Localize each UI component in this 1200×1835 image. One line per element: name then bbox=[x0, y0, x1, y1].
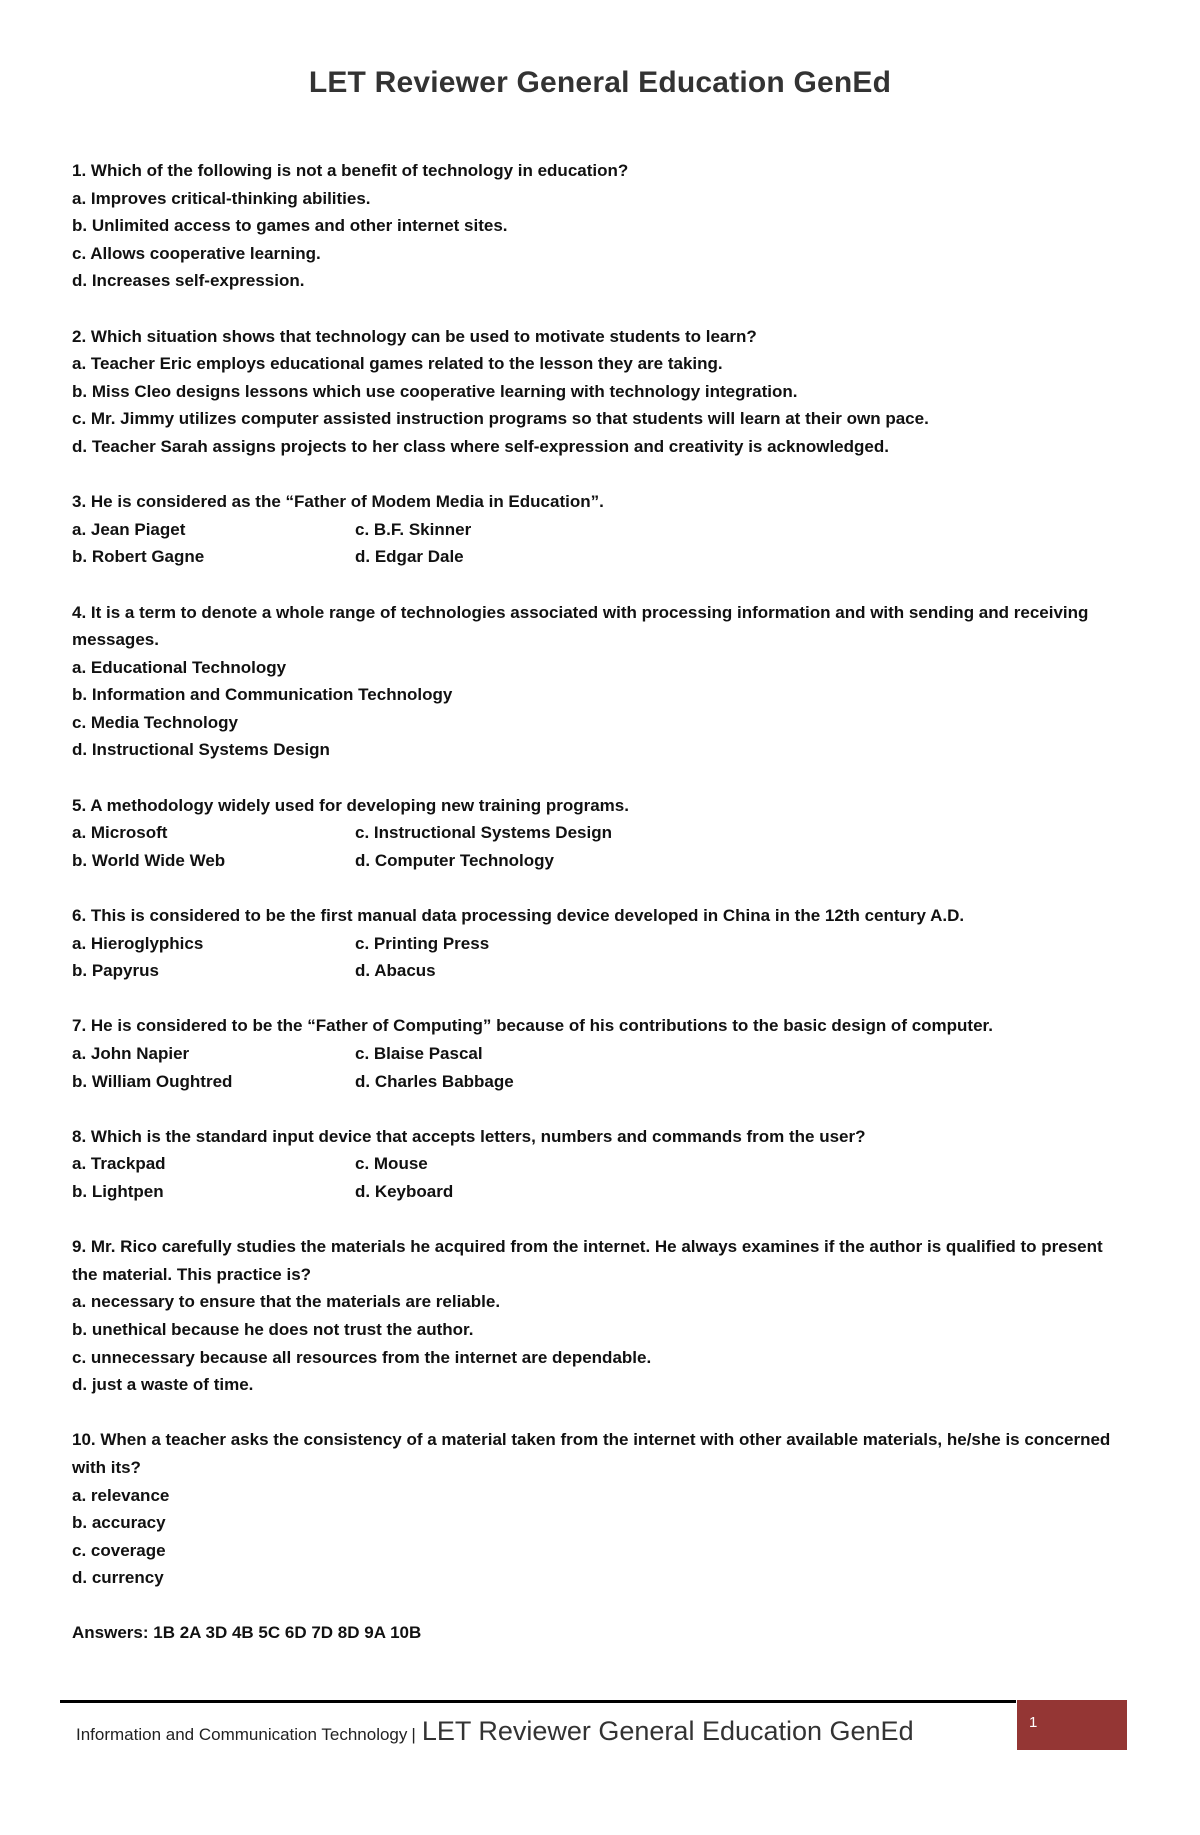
question-text: 1. Which of the following is not a benefit of technology in education? bbox=[72, 161, 629, 180]
answer-key: Answers: 1B 2A 3D 4B 5C 6D 7D 8D 9A 10B bbox=[72, 1623, 422, 1643]
option-c: c. Instructional Systems Design bbox=[355, 823, 612, 843]
option-d: d. Abacus bbox=[355, 961, 436, 981]
question-5 bbox=[72, 792, 1132, 875]
option-row bbox=[72, 819, 1132, 847]
option-d: d. Instructional Systems Design bbox=[72, 740, 330, 760]
option-b: b. Papyrus bbox=[72, 961, 159, 981]
question-6 bbox=[72, 902, 1132, 985]
question-text: 5. A methodology widely used for developing new training programs. bbox=[72, 795, 629, 815]
option-row bbox=[72, 516, 1132, 544]
question-7 bbox=[72, 1012, 1132, 1095]
option-c: c. Allows cooperative learning. bbox=[72, 243, 321, 263]
page-title: LET Reviewer General Education GenEd bbox=[308, 66, 892, 99]
option-d: d. Computer Technology bbox=[355, 850, 554, 870]
option-row bbox=[72, 1068, 1132, 1096]
question-10 bbox=[72, 1426, 1132, 1592]
option-a: a. necessary to ensure that the materials are reliable. bbox=[72, 1292, 501, 1312]
option-b: b. Robert Gagne bbox=[72, 547, 205, 567]
footer-section-name: Information and Communication Technology bbox=[76, 1725, 408, 1744]
option-b: b. Unlimited access to games and other internet sites. bbox=[72, 216, 508, 236]
option-b: b. Information and Communication Technology bbox=[72, 685, 453, 705]
option-c: c. Blaise Pascal bbox=[355, 1044, 483, 1063]
question-text: 3. He is considered as the “Father of Modem Media in Education”. bbox=[72, 492, 604, 512]
question-text: 4. It is a term to denote a whole range of technologies associated with processing information and with sending and receiving messages. bbox=[72, 602, 1089, 650]
option-d: d. Teacher Sarah assigns projects to her class where self-expression and creativity is acknowledged. bbox=[72, 436, 889, 456]
question-9 bbox=[72, 1233, 1132, 1399]
option-d: d. Charles Babbage bbox=[355, 1071, 514, 1091]
option-c: c. Media Technology bbox=[72, 712, 238, 732]
option-c: c. B.F. Skinner bbox=[355, 519, 472, 539]
option-row bbox=[72, 957, 1132, 985]
question-text: 7. He is considered to be the “Father of Computing” because of his contributions to the basic design of computer. bbox=[72, 1016, 993, 1036]
option-a: a. Improves critical-thinking abilities. bbox=[72, 188, 371, 208]
option-c: c. Mr. Jimmy utilizes computer assisted instruction programs so that students will learn at their own pace. bbox=[72, 409, 929, 429]
option-row bbox=[72, 543, 1132, 571]
option-c: c. unnecessary because all resources from the internet are dependable. bbox=[72, 1347, 652, 1367]
question-text: 10. When a teacher asks the consistency of a material taken from the internet with other available materials, he/she is concerned with its? bbox=[72, 1430, 1111, 1477]
footer-rule bbox=[60, 1700, 1016, 1703]
option-row bbox=[72, 847, 1132, 875]
option-d: d. just a waste of time. bbox=[72, 1375, 254, 1395]
question-4 bbox=[72, 599, 1132, 765]
option-c: c. Printing Press bbox=[355, 933, 490, 953]
option-b: b. accuracy bbox=[72, 1513, 166, 1533]
option-a: a. Trackpad bbox=[72, 1154, 166, 1174]
option-b: b. World Wide Web bbox=[72, 850, 226, 870]
question-2 bbox=[72, 323, 1132, 461]
page-number-box bbox=[1017, 1700, 1127, 1750]
option-a: a. Educational Technology bbox=[72, 657, 287, 677]
option-d: d. Edgar Dale bbox=[355, 547, 464, 567]
option-row bbox=[72, 1040, 1132, 1068]
option-a: a. Jean Piaget bbox=[72, 519, 186, 539]
option-row bbox=[72, 930, 1132, 958]
page-number: 1 bbox=[1029, 1714, 1038, 1731]
option-a: a. Hieroglyphics bbox=[72, 933, 204, 953]
option-row bbox=[72, 1150, 1132, 1178]
option-b: b. William Oughtred bbox=[72, 1071, 233, 1091]
option-b: b. Lightpen bbox=[72, 1181, 164, 1201]
option-d: d. Keyboard bbox=[355, 1181, 454, 1201]
option-a: a. Teacher Eric employs educational games related to the lesson they are taking. bbox=[72, 354, 723, 374]
question-3 bbox=[72, 488, 1132, 571]
footer bbox=[76, 1716, 914, 1746]
question-1 bbox=[72, 157, 1132, 295]
option-a: a. relevance bbox=[72, 1485, 170, 1505]
footer-separator: | bbox=[411, 1725, 416, 1744]
quiz-content bbox=[72, 157, 1132, 1647]
question-text: 2. Which situation shows that technology can be used to motivate students to learn? bbox=[72, 326, 757, 346]
option-d: d. Increases self-expression. bbox=[72, 271, 305, 291]
option-b: b. Miss Cleo designs lessons which use cooperative learning with technology integration. bbox=[72, 381, 798, 401]
footer-document-title: LET Reviewer General Education GenEd bbox=[421, 1716, 914, 1746]
option-a: a. John Napier bbox=[72, 1044, 190, 1063]
option-c: c. Mouse bbox=[355, 1154, 428, 1174]
option-row bbox=[72, 1178, 1132, 1206]
question-8 bbox=[72, 1123, 1132, 1206]
question-text: 8. Which is the standard input device that accepts letters, numbers and commands from the user? bbox=[72, 1126, 866, 1146]
option-d: d. currency bbox=[72, 1568, 164, 1588]
option-c: c. coverage bbox=[72, 1540, 166, 1560]
question-text: 6. This is considered to be the first manual data processing device developed in China in the 12th century A.D. bbox=[72, 906, 965, 926]
question-text: 9. Mr. Rico carefully studies the materials he acquired from the internet. He always examines if the author is qualified to present the material. This practice is? bbox=[72, 1237, 1103, 1284]
option-a: a. Microsoft bbox=[72, 823, 168, 843]
option-b: b. unethical because he does not trust the author. bbox=[72, 1319, 474, 1339]
